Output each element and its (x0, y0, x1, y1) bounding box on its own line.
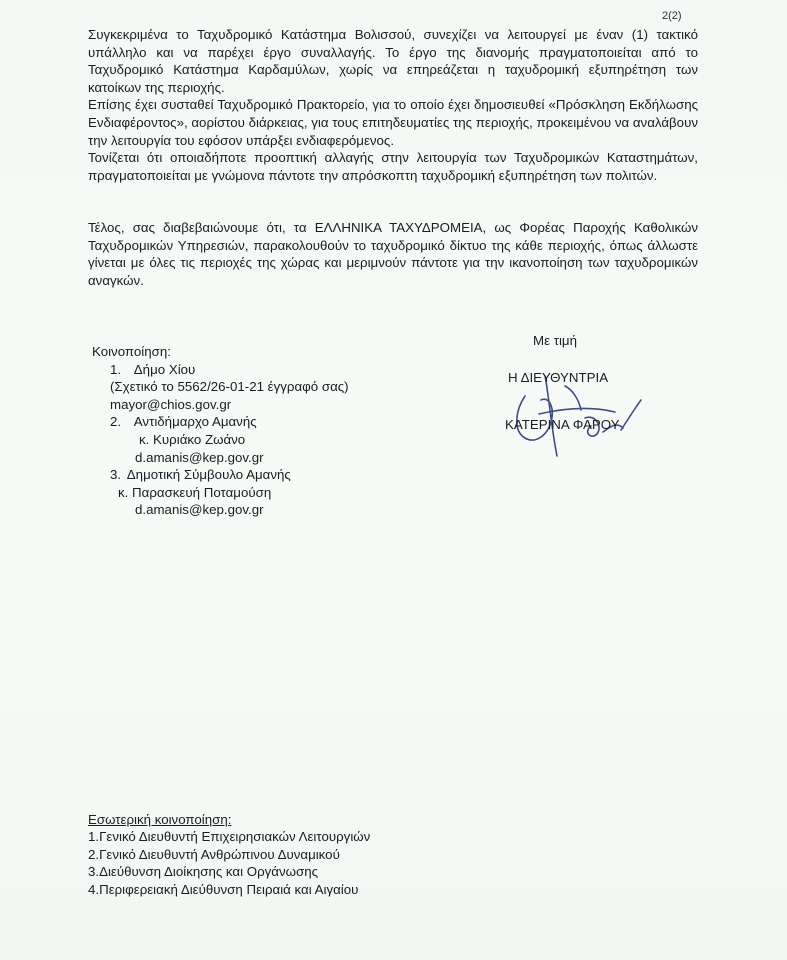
cc-item-number: 2. (110, 414, 122, 430)
cc-item-detail: κ. Κυριάκο Ζωάνο (139, 431, 246, 447)
internal-cc-item: 1.Γενικό Διευθυντή Επιχειρησιακών Λειτουργιών (88, 829, 371, 845)
cc-label: Κοινοποίηση: (92, 344, 171, 359)
cc-list (92, 343, 422, 519)
cc-item-3 (92, 466, 422, 484)
internal-cc-list (88, 811, 468, 898)
closing-greeting: Με τιμή (533, 333, 577, 348)
paragraph-2: Επίσης έχει συσταθεί Ταχυδρομικό Πρακτορείο, για το οποίο έχει δημοσιευθεί «Πρόσκληση Εκδήλωσης Ενδιαφέροντος», αορίστου διάρκειας, για τους επιτηδευματίες της περιοχής, προκειμένου να αναλάβουν την λειτουργία του εφόσον υπάρξει ενδιαφερόμενος. (88, 97, 698, 148)
cc-item-email: d.amanis@kep.gov.gr (135, 449, 264, 465)
cc-item-detail: κ. Παρασκευή Ποταμούση (118, 484, 272, 500)
letter-body-closing-paragraph (88, 219, 698, 289)
cc-item-email: mayor@chios.gov.gr (110, 396, 232, 412)
internal-cc-item: 3.Διεύθυνση Διοίκησης και Οργάνωσης (88, 864, 319, 880)
cc-item-name: Δήμο Χίου (133, 361, 196, 377)
paragraph-4: Τέλος, σας διαβεβαιώνουμε ότι, τα ΕΛΛΗΝΙΚΑ ΤΑΧΥΔΡΟΜΕΙΑ, ως Φορέας Παροχής Καθολικών Ταχυδρομικών Υπηρεσιών, παρακολουθούν το ταχυδρομικό δίκτυο της κάθε περιοχής, όπως άλλωστε γίνεται με όλες τις περιοχές της χώρας και μεριμνούν πάντοτε για την ικανοποίηση των ταχυδρομικών αναγκών. (88, 220, 698, 288)
cc-item-number: 3. (110, 467, 122, 483)
signatory-title: Η ΔΙΕΥΘΥΝΤΡΙΑ (508, 370, 609, 385)
internal-cc-title: Εσωτερική κοινοποίηση: (88, 812, 232, 827)
page-number: 2(2) (662, 10, 682, 22)
cc-item-name: Δημοτική Σύμβουλο Αμανής (126, 467, 291, 483)
paragraph-3: Τονίζεται ότι οποιαδήποτε προοπτική αλλαγής στην λειτουργία των Ταχυδρομικών Καταστημάτων, πραγματοποιείται με γνώμονα πάντοτε την απρόσκοπτη ταχυδρομική εξυπηρέτηση των πολιτών. (88, 150, 698, 183)
cc-item-2 (92, 413, 422, 431)
cc-item-1 (92, 361, 422, 379)
cc-item-number: 1. (110, 361, 122, 377)
cc-item-detail: (Σχετικό το 5562/26-01-21 έγγραφό σας) (110, 379, 349, 395)
paragraph-1: Συγκεκριμένα το Ταχυδρομικό Κατάστημα Βολισσού, συνεχίζει να λειτουργεί με έναν (1) τακτικό υπάλληλο και να παρέχει έργο συναλλαγής. Το έργο της διανομής πραγματοποιείται από το Ταχυδρομικό Κατάστημα Καρδαμύλων, χωρίς να επηρεάζεται η ταχυδρομική εξυπηρέτηση των κατοίκων της περιοχής. (88, 27, 698, 95)
internal-cc-item: 4.Περιφερειακή Διεύθυνση Πειραιά και Αιγαίου (88, 881, 359, 897)
letter-body-top (88, 26, 698, 184)
cc-item-name: Αντιδήμαρχο Αμανής (133, 414, 257, 430)
internal-cc-item: 2.Γενικό Διευθυντή Ανθρώπινου Δυναμικού (88, 846, 340, 862)
signature-block (505, 326, 655, 466)
signatory-name: ΚΑΤΕΡΙΝΑ ΦΑΡΟΥ (505, 417, 620, 432)
cc-item-email: d.amanis@kep.gov.gr (135, 502, 264, 518)
